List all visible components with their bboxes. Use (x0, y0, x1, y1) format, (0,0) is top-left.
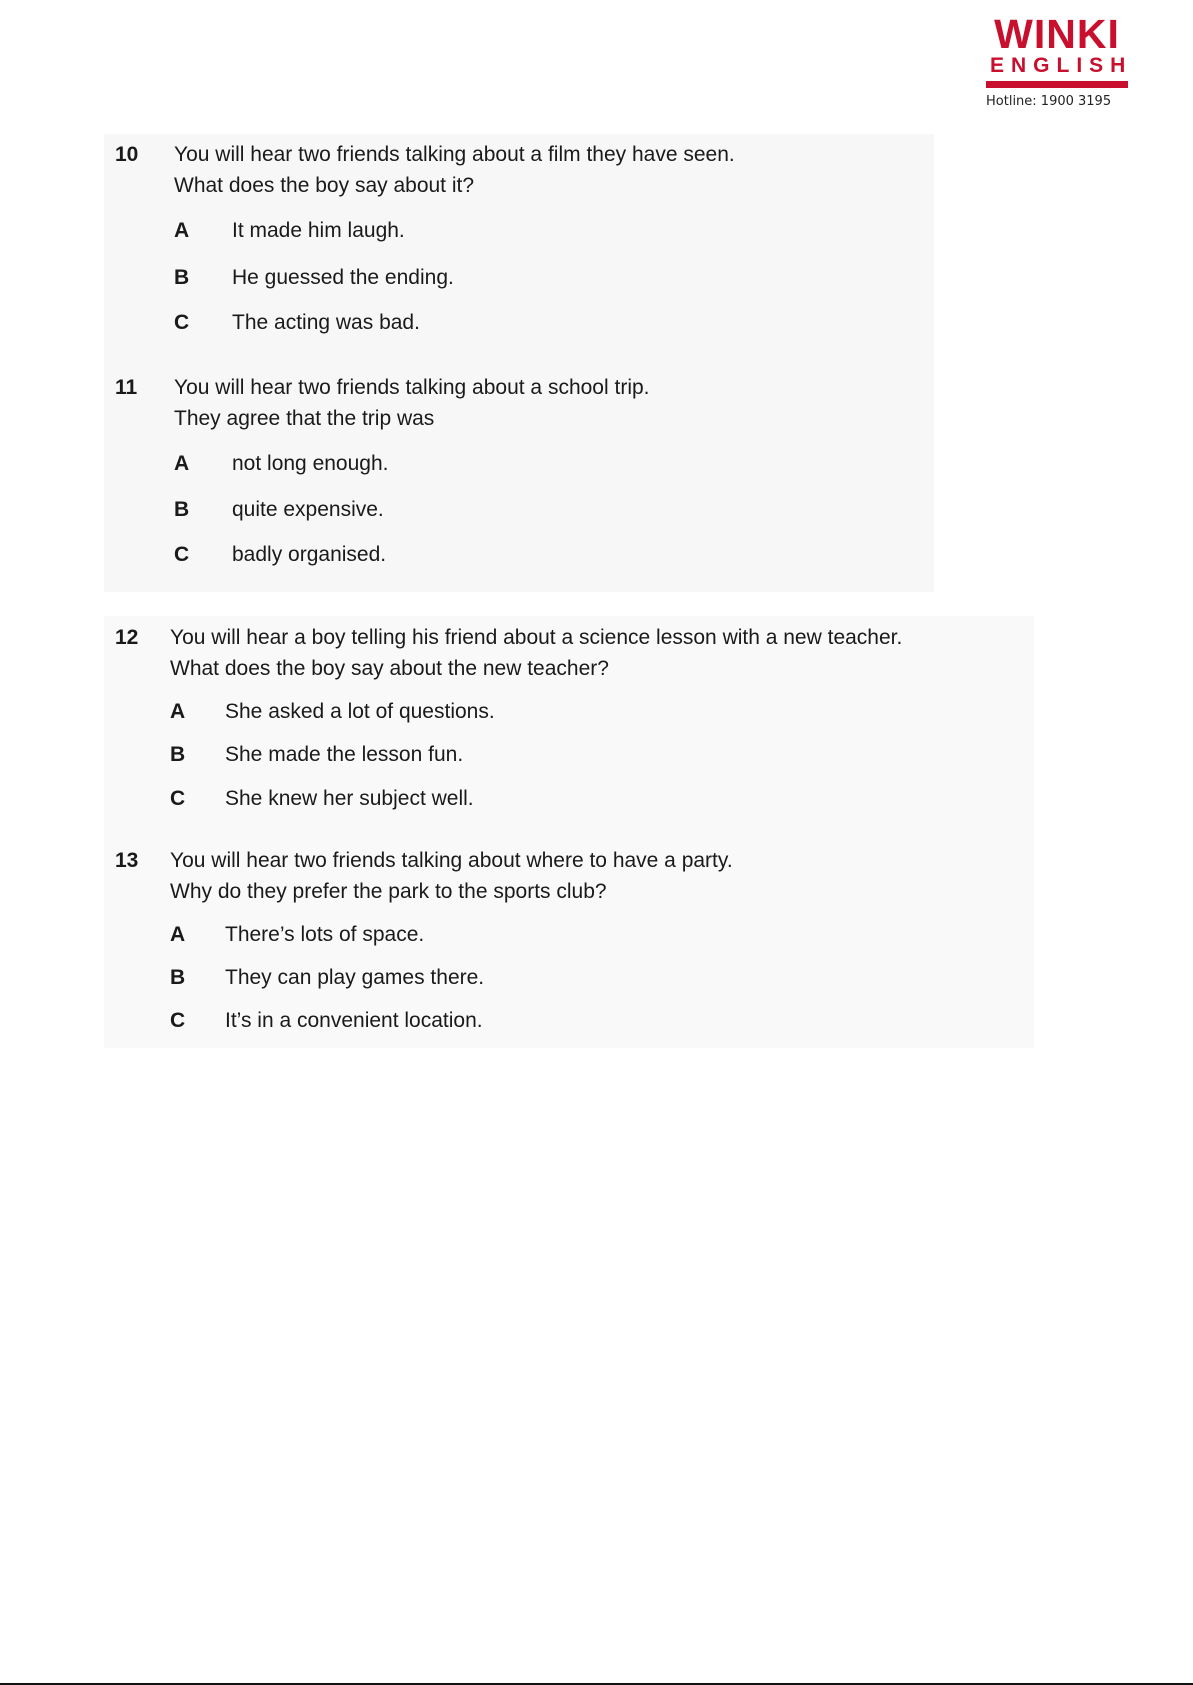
option-text: She asked a lot of questions. (225, 700, 495, 723)
logo-wordmark-winki: WINKI (994, 11, 1120, 57)
question-prompt: You will hear two friends talking about a school trip. (174, 376, 650, 399)
option-letter: B (174, 498, 190, 521)
option-letter: A (170, 923, 186, 946)
question-prompt: You will hear two friends talking about where to have a party. (170, 849, 733, 872)
option-letter: C (170, 1009, 186, 1032)
option-text: It made him laugh. (232, 219, 405, 242)
option-text: badly organised. (232, 543, 387, 566)
hotline-text: Hotline: 1900 3195 (986, 94, 1112, 109)
question-10 (115, 139, 1015, 339)
option-letter: A (174, 219, 190, 242)
option-text: There’s lots of space. (225, 923, 425, 946)
question-11 (115, 372, 1015, 572)
question-12 (115, 622, 1075, 822)
option-text: The acting was bad. (232, 311, 420, 334)
brand-logo (986, 11, 1133, 109)
question-13 (115, 845, 1015, 1045)
option-text: They can play games there. (225, 966, 485, 989)
option-text: She knew her subject well. (225, 787, 474, 810)
question-number: 13 (115, 849, 139, 872)
option-letter: B (174, 266, 190, 289)
question-prompt-line2: They agree that the trip was (174, 407, 435, 430)
logo-wordmark-english: ENGLISH (990, 54, 1133, 77)
question-number: 11 (115, 376, 138, 399)
option-text: She made the lesson fun. (225, 743, 464, 766)
option-letter: B (170, 743, 186, 766)
question-number: 12 (115, 626, 139, 649)
option-text: not long enough. (232, 452, 389, 475)
question-prompt: You will hear two friends talking about a film they have seen. (174, 143, 735, 166)
option-letter: A (170, 700, 186, 723)
option-letter: C (170, 787, 186, 810)
option-letter: B (170, 966, 186, 989)
question-prompt: You will hear a boy telling his friend about a science lesson with a new teacher. (170, 626, 903, 649)
question-prompt-line2: What does the boy say about it? (174, 174, 475, 197)
option-letter: C (174, 543, 190, 566)
logo-underline (986, 81, 1128, 88)
option-text: It’s in a convenient location. (225, 1009, 483, 1032)
option-letter: C (174, 311, 190, 334)
question-prompt-line2: What does the boy say about the new teacher? (170, 657, 609, 680)
option-text: quite expensive. (232, 498, 384, 521)
question-prompt-line2: Why do they prefer the park to the sports club? (170, 880, 607, 903)
question-number: 10 (115, 143, 139, 166)
option-letter: A (174, 452, 190, 475)
option-text: He guessed the ending. (232, 266, 454, 289)
